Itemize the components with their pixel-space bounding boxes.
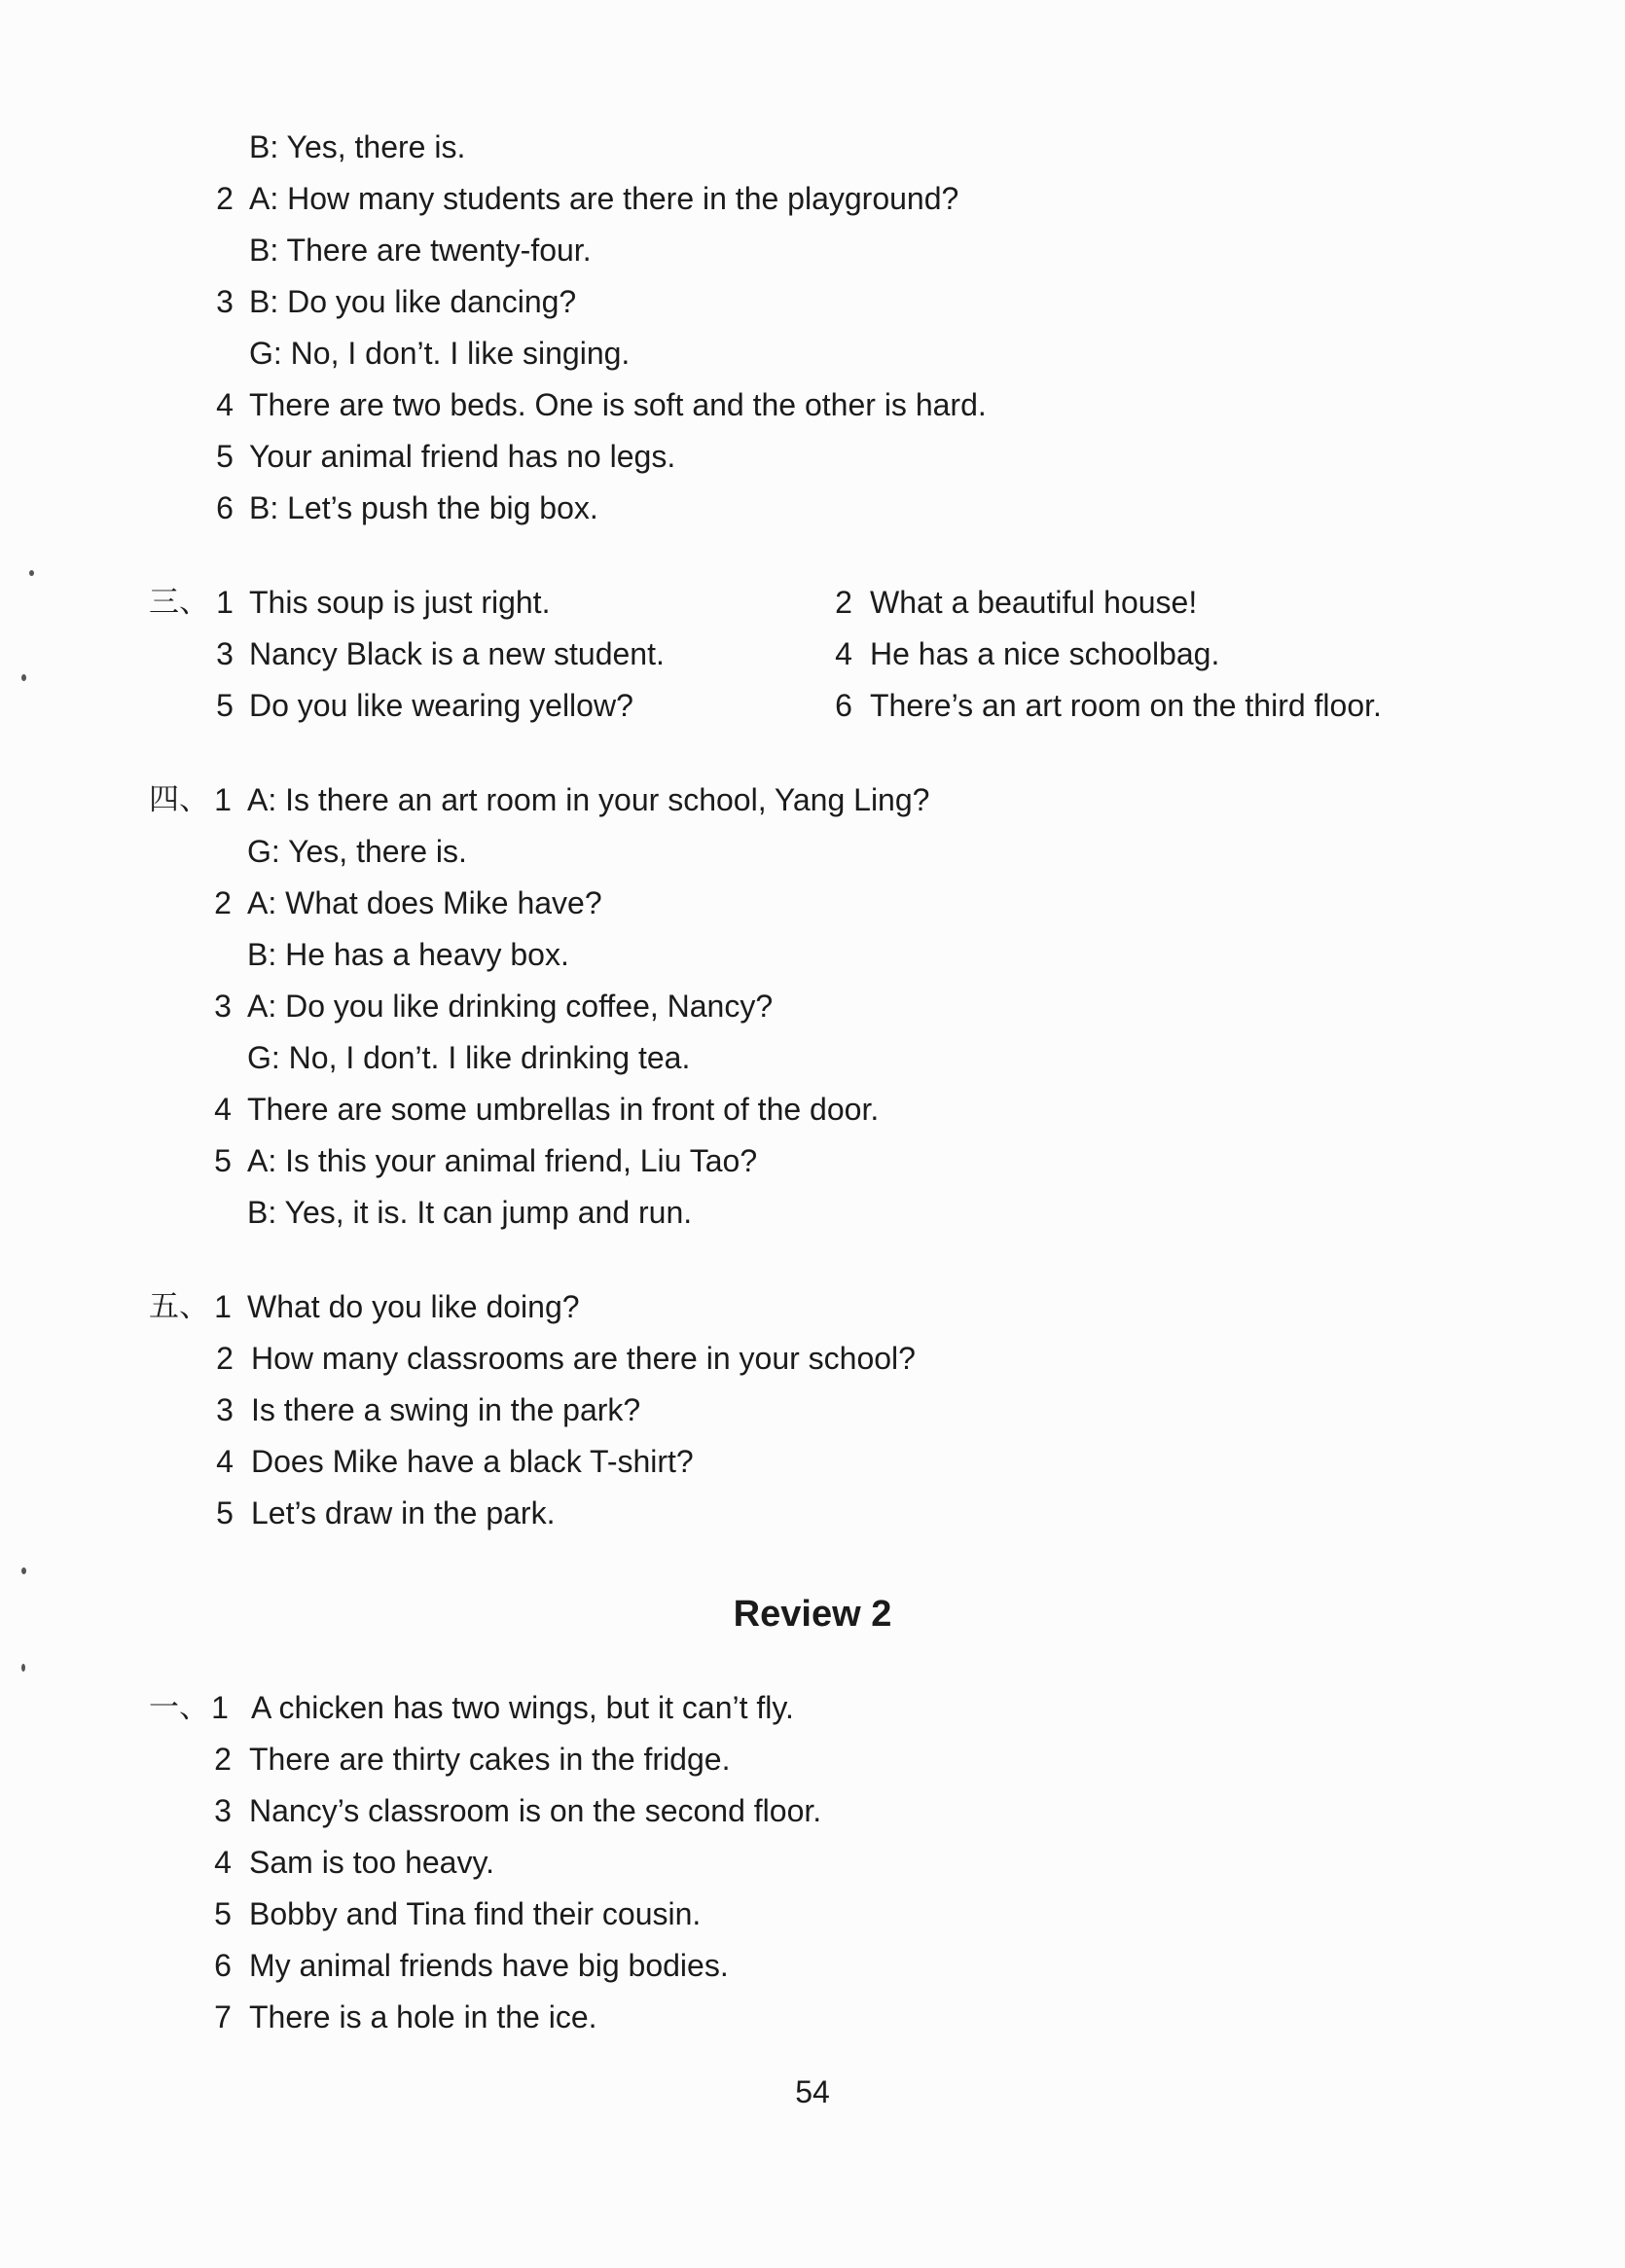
item-number: 1 (216, 585, 234, 620)
item-text: There are some umbrellas in front of the door. (247, 1092, 880, 1127)
item-text: How many classrooms are there in your school? (251, 1341, 916, 1376)
item-text: Let’s draw in the park. (251, 1495, 556, 1530)
scan-speck (29, 570, 34, 576)
item-text: Your animal friend has no legs. (249, 439, 676, 474)
item-text: What a beautiful house! (870, 585, 1198, 620)
item-number: 2 (216, 1341, 234, 1376)
section-marker: 四、 (149, 782, 209, 817)
section-marker: 一、 (149, 1690, 209, 1725)
item-number: 3 (216, 636, 234, 671)
item-number: 2 (214, 1742, 232, 1777)
item-number: 5 (216, 439, 234, 474)
item-number: 6 (214, 1948, 232, 1983)
item-text: Nancy’s classroom is on the second floor. (249, 1793, 822, 1828)
item-number: 2 (216, 181, 234, 216)
item-number: 2 (214, 885, 232, 920)
item-number: 5 (214, 1143, 232, 1178)
item-number: 4 (216, 387, 234, 422)
item-number: 4 (216, 1444, 234, 1479)
item-number: 7 (214, 1999, 232, 2034)
item-text: Is there a swing in the park? (251, 1392, 641, 1427)
item-text: B: Do you like dancing? (249, 284, 577, 319)
item-number: 3 (214, 1793, 232, 1828)
item-text: There are thirty cakes in the fridge. (249, 1742, 731, 1777)
item-text: B: Yes, it is. It can jump and run. (247, 1195, 693, 1230)
item-text: There is a hole in the ice. (249, 1999, 597, 2034)
item-text: B: Let’s push the big box. (249, 490, 598, 525)
item-number: 2 (835, 585, 852, 620)
item-text: A: Is this your animal friend, Liu Tao? (247, 1143, 758, 1178)
item-number: 3 (214, 989, 232, 1024)
item-text: G: No, I don’t. I like drinking tea. (247, 1040, 691, 1075)
item-number: 4 (214, 1845, 232, 1880)
item-text: He has a nice schoolbag. (870, 636, 1220, 671)
item-number: 3 (216, 1392, 234, 1427)
item-text: B: There are twenty-four. (249, 233, 592, 268)
item-text: My animal friends have big bodies. (249, 1948, 729, 1983)
item-text: B: Yes, there is. (249, 129, 466, 164)
item-text: This soup is just right. (249, 585, 551, 620)
review-heading: Review 2 (733, 1594, 892, 1635)
item-text: What do you like doing? (247, 1289, 580, 1324)
item-number: 4 (835, 636, 852, 671)
item-number: 6 (835, 688, 852, 723)
item-number: 5 (216, 688, 234, 723)
item-number: 1 (214, 1289, 232, 1324)
item-number: 5 (214, 1896, 232, 1931)
item-text: A: How many students are there in the playground? (249, 181, 959, 216)
item-text: There’s an art room on the third floor. (870, 688, 1382, 723)
item-number: 1 (211, 1690, 229, 1725)
item-number: 1 (214, 782, 232, 817)
item-text: G: Yes, there is. (247, 834, 467, 869)
item-text: A: What does Mike have? (247, 885, 602, 920)
item-text: B: He has a heavy box. (247, 937, 569, 972)
item-text: Bobby and Tina find their cousin. (249, 1896, 702, 1931)
item-text: A: Do you like drinking coffee, Nancy? (247, 989, 774, 1024)
section-marker: 五、 (149, 1289, 209, 1324)
item-text: Sam is too heavy. (249, 1845, 494, 1880)
scan-speck (21, 674, 26, 681)
item-number: 3 (216, 284, 234, 319)
item-text: Do you like wearing yellow? (249, 688, 633, 723)
page-number: 54 (795, 2074, 830, 2109)
item-text: Does Mike have a black T-shirt? (251, 1444, 694, 1479)
item-text: A chicken has two wings, but it can’t fly. (251, 1690, 794, 1725)
scan-speck (21, 1567, 26, 1574)
item-number: 6 (216, 490, 234, 525)
item-text: A: Is there an art room in your school, Yang Ling? (247, 782, 930, 817)
item-number: 4 (214, 1092, 232, 1127)
scan-speck (21, 1664, 25, 1672)
item-text: There are two beds. One is soft and the other is hard. (249, 387, 987, 422)
item-text: G: No, I don’t. I like singing. (249, 336, 631, 371)
item-number: 5 (216, 1495, 234, 1530)
section-marker: 三、 (149, 585, 209, 620)
item-text: Nancy Black is a new student. (249, 636, 665, 671)
